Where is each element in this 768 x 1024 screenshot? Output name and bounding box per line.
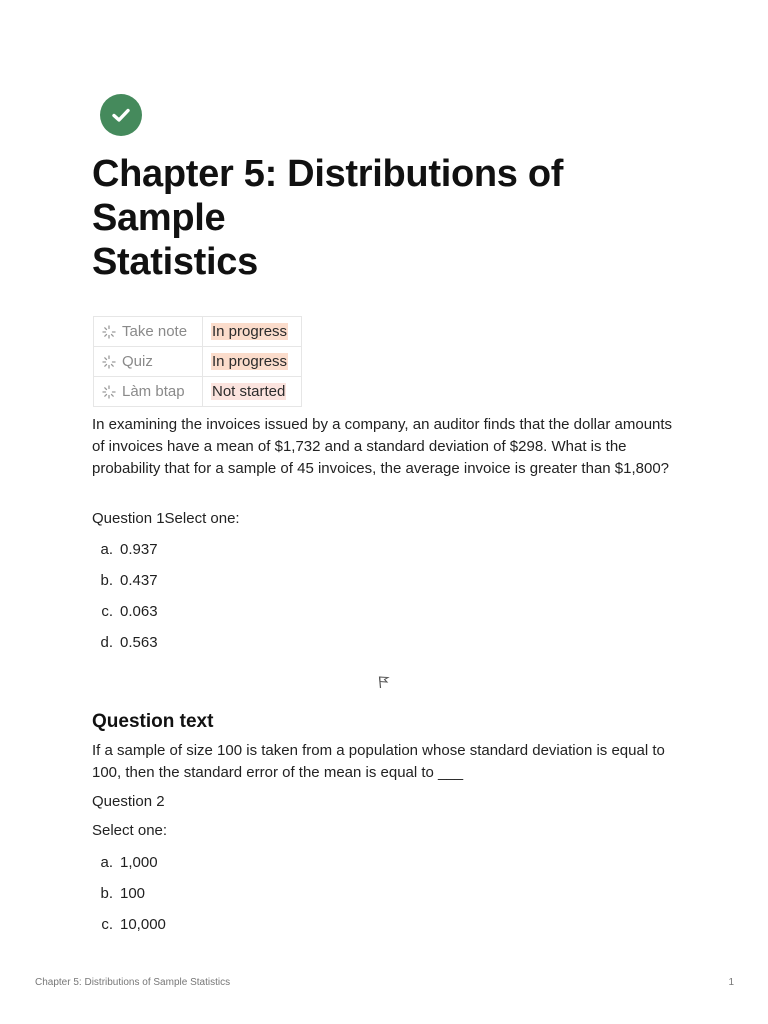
page-number: 1 [728, 977, 734, 988]
option-letter: b. [100, 572, 113, 589]
flag-icon[interactable] [377, 675, 391, 689]
status-badge: In progress [212, 323, 288, 340]
property-row [94, 347, 302, 377]
status-badge: Not started [212, 383, 286, 400]
section-heading: Question text [92, 711, 214, 732]
check-circle-icon [100, 94, 142, 136]
answer-option[interactable] [92, 852, 492, 883]
option-letter: b. [100, 885, 113, 902]
property-key-label: Take note [122, 323, 188, 340]
title-line: Chapter 5: Distributions of [92, 153, 564, 195]
answer-option[interactable] [92, 539, 492, 570]
property-value[interactable] [203, 347, 302, 377]
answer-option[interactable] [92, 632, 492, 663]
footer-title: Chapter 5: Distributions of Sample Statistics [35, 977, 231, 988]
title-line: Statistics [92, 241, 258, 283]
title-line: Sample [92, 197, 226, 239]
property-value[interactable] [203, 377, 302, 407]
property-key[interactable] [94, 377, 203, 407]
property-row [94, 317, 302, 347]
option-letter: d. [100, 634, 113, 651]
option-letter: c. [101, 603, 113, 620]
question-1-text: In examining the invoices issued by a company, an auditor finds that the dollar amounts of invoices have a mean of $1,732 and a standard deviation of $298. What is the probability that for a sample of 45 invoices, the average invoice is greater than $1,800? [92, 416, 673, 477]
answer-option[interactable] [92, 914, 492, 945]
option-text: 100 [120, 885, 146, 902]
question-2-label: Question 2 [92, 793, 165, 810]
answer-option[interactable] [92, 601, 492, 632]
status-spinner-icon [102, 385, 116, 399]
question-2-text: If a sample of size 100 is taken from a population whose standard deviation is equal to 100, then the standard error of the mean is equal to ___ [92, 742, 665, 781]
question-2-prompt: Select one: [92, 822, 168, 839]
status-spinner-icon [102, 355, 116, 369]
page-title [92, 152, 652, 284]
option-text: 10,000 [120, 916, 166, 933]
option-letter: a. [100, 854, 113, 871]
property-key[interactable] [94, 317, 203, 347]
answer-option[interactable] [92, 570, 492, 601]
status-spinner-icon [102, 325, 116, 339]
property-row [94, 377, 302, 407]
property-value[interactable] [203, 317, 302, 347]
properties-table [93, 316, 302, 407]
question-1-prompt: Question 1Select one: [92, 510, 240, 527]
option-text: 0.937 [120, 541, 158, 558]
option-text: 0.437 [120, 572, 158, 589]
option-letter: c. [101, 916, 113, 933]
question-2-options [92, 852, 492, 945]
answer-option[interactable] [92, 883, 492, 914]
option-letter: a. [100, 541, 113, 558]
option-text: 1,000 [120, 854, 158, 871]
option-text: 0.063 [120, 603, 158, 620]
status-badge: In progress [212, 353, 288, 370]
property-key-label: Làm btap [122, 383, 185, 400]
property-key-label: Quiz [122, 353, 153, 370]
option-text: 0.563 [120, 634, 158, 651]
question-1-options [92, 539, 492, 663]
property-key[interactable] [94, 347, 203, 377]
